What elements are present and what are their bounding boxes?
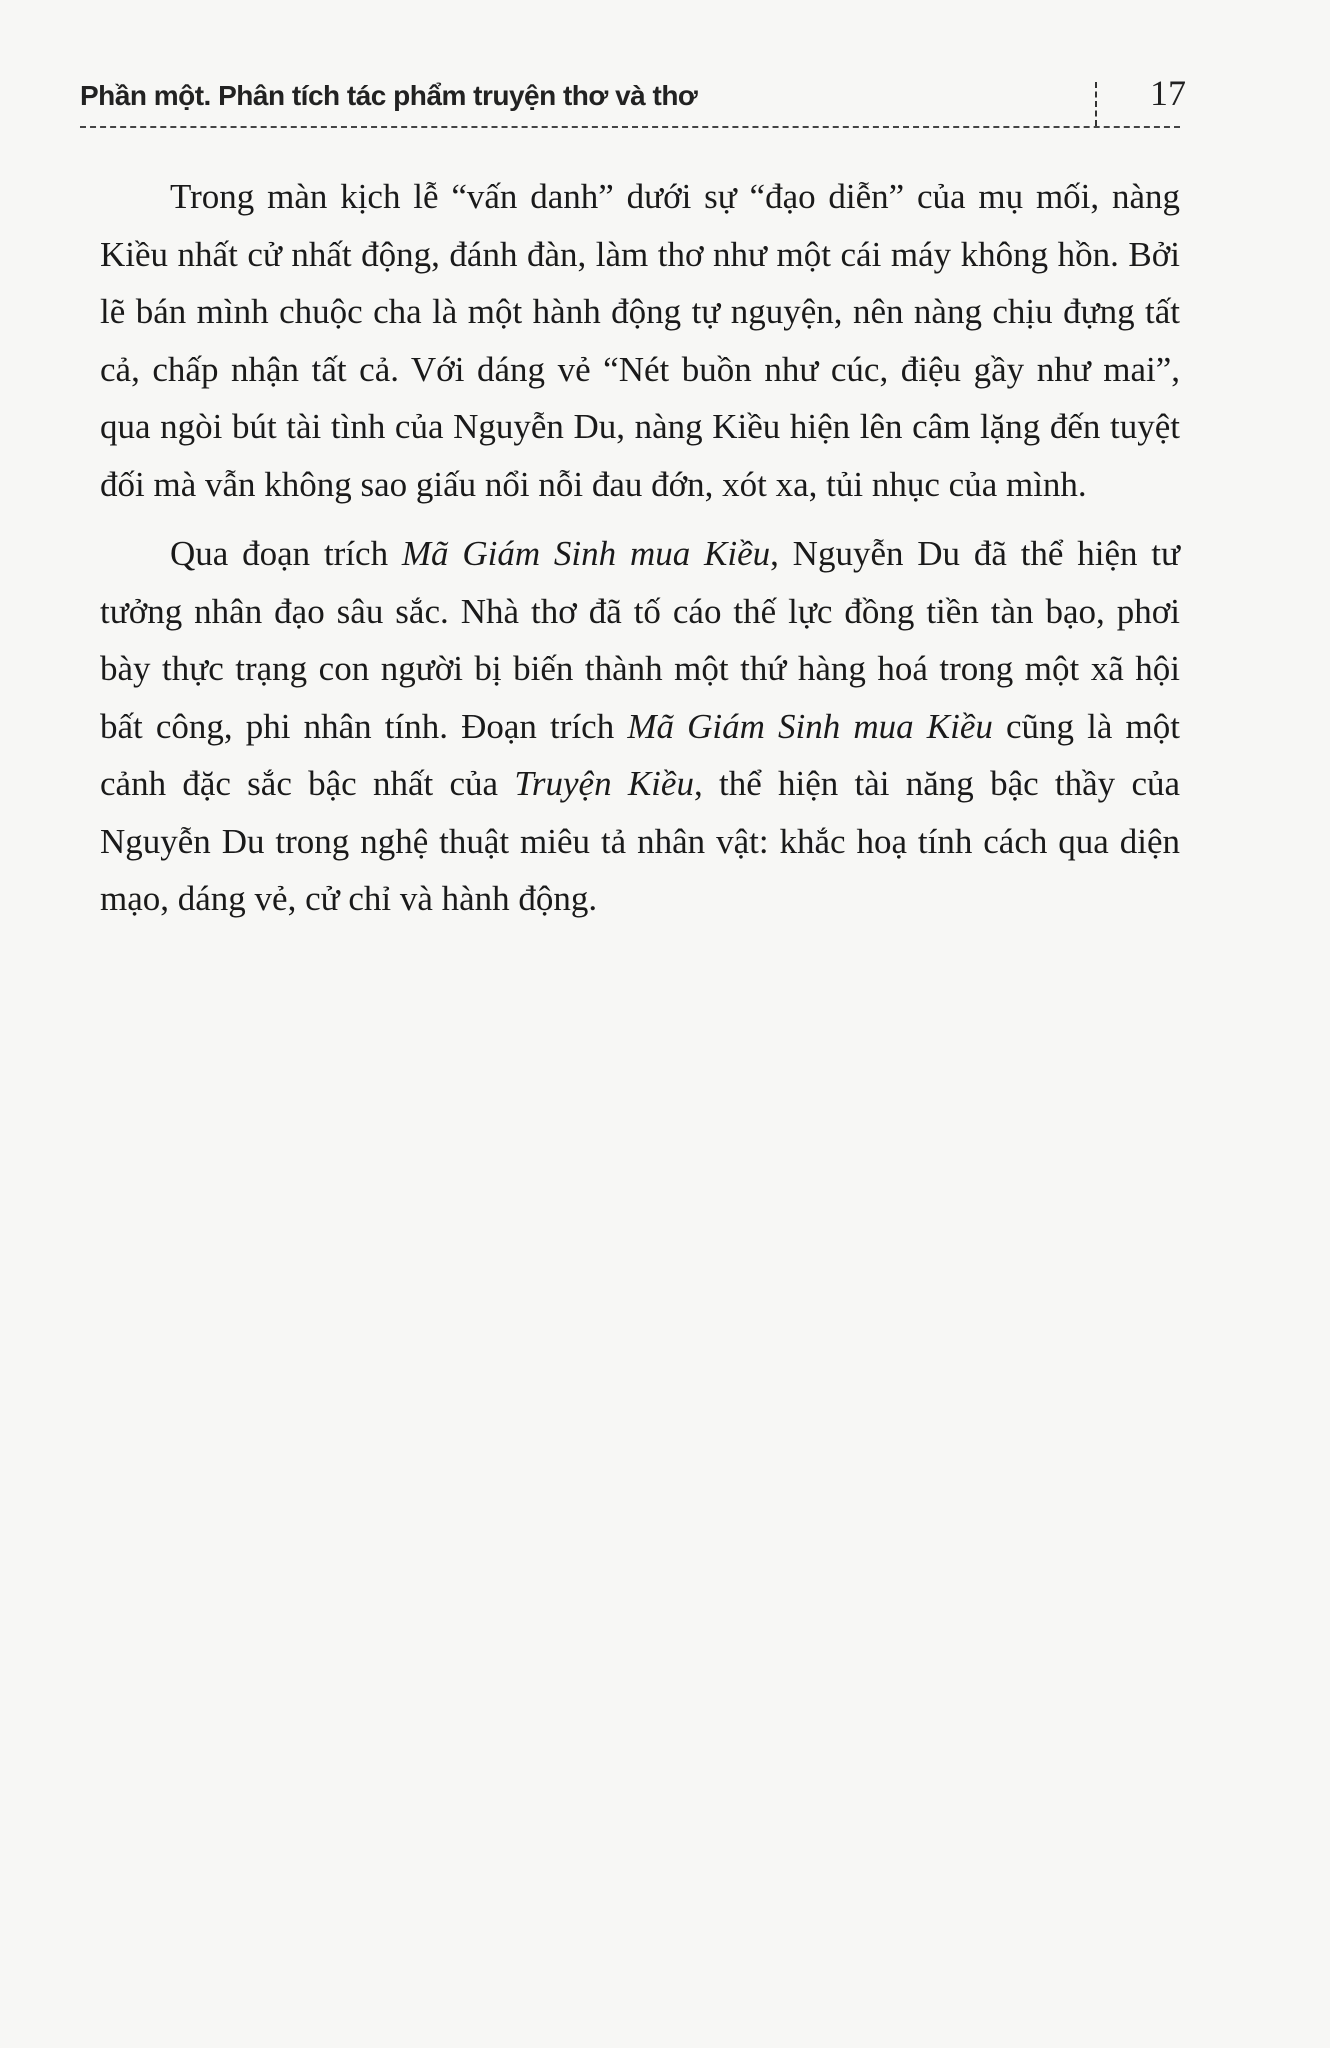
work-title-italic: Truyện Kiều [514,764,694,803]
paragraph-1 [100,168,1180,513]
page-number: 17 [1150,73,1186,113]
chapter-title: Phần một. Phân tích tác phẩm truyện thơ và thơ [80,80,698,111]
header-separator [1095,82,1097,126]
text-segment: , Nguyễn Du đã thể hiện tư tưởng nhân đạo sâu sắc. Nhà thơ đã tố cáo thế lực đồng tiền tàn bạo, phơi bày thực trạng con người bị biến thành một thứ hàng hoá trong một xã hội bất công, phi nhân tính. Đoạn trích [100,534,1180,746]
paragraph-2 [100,525,1180,928]
text-segment: , thể hiện tài năng bậc thầy của Nguyễn Du trong nghệ thuật miêu tả nhân vật: khắc hoạ tính cách qua diện mạo, dáng vẻ, cử chỉ và hành động. [100,764,1181,918]
running-header [80,72,1186,132]
text-segment: Qua đoạn trích [170,534,402,573]
body-text [100,168,1180,940]
work-title-italic: Mã Giám Sinh mua Kiều [627,706,993,746]
text-segment: cũng là một cảnh đặc sắc bậc nhất của [100,706,1180,803]
text-segment: Trong màn kịch lễ “vấn danh” dưới sự “đạo diễn” của mụ mối, nàng Kiều nhất cử nhất động, đánh đàn, làm thơ như một cái máy không hồn. Bởi lẽ bán mình chuộc cha là một hành động tự nguyện, nên nàng chịu đựng tất cả, chấp nhận tất cả. Với dáng vẻ “Nét buồn như cúc, điệu gầy như mai”, qua ngòi bút tài tình của Nguyễn Du, nàng Kiều hiện lên câm lặng đến tuyệt đối mà vẫn không sao giấu nổi nỗi đau đớn, xót xa, tủi nhục của mình. [100,177,1180,504]
header-rule [80,126,1180,128]
work-title-italic: Mã Giám Sinh mua Kiều [401,534,771,573]
